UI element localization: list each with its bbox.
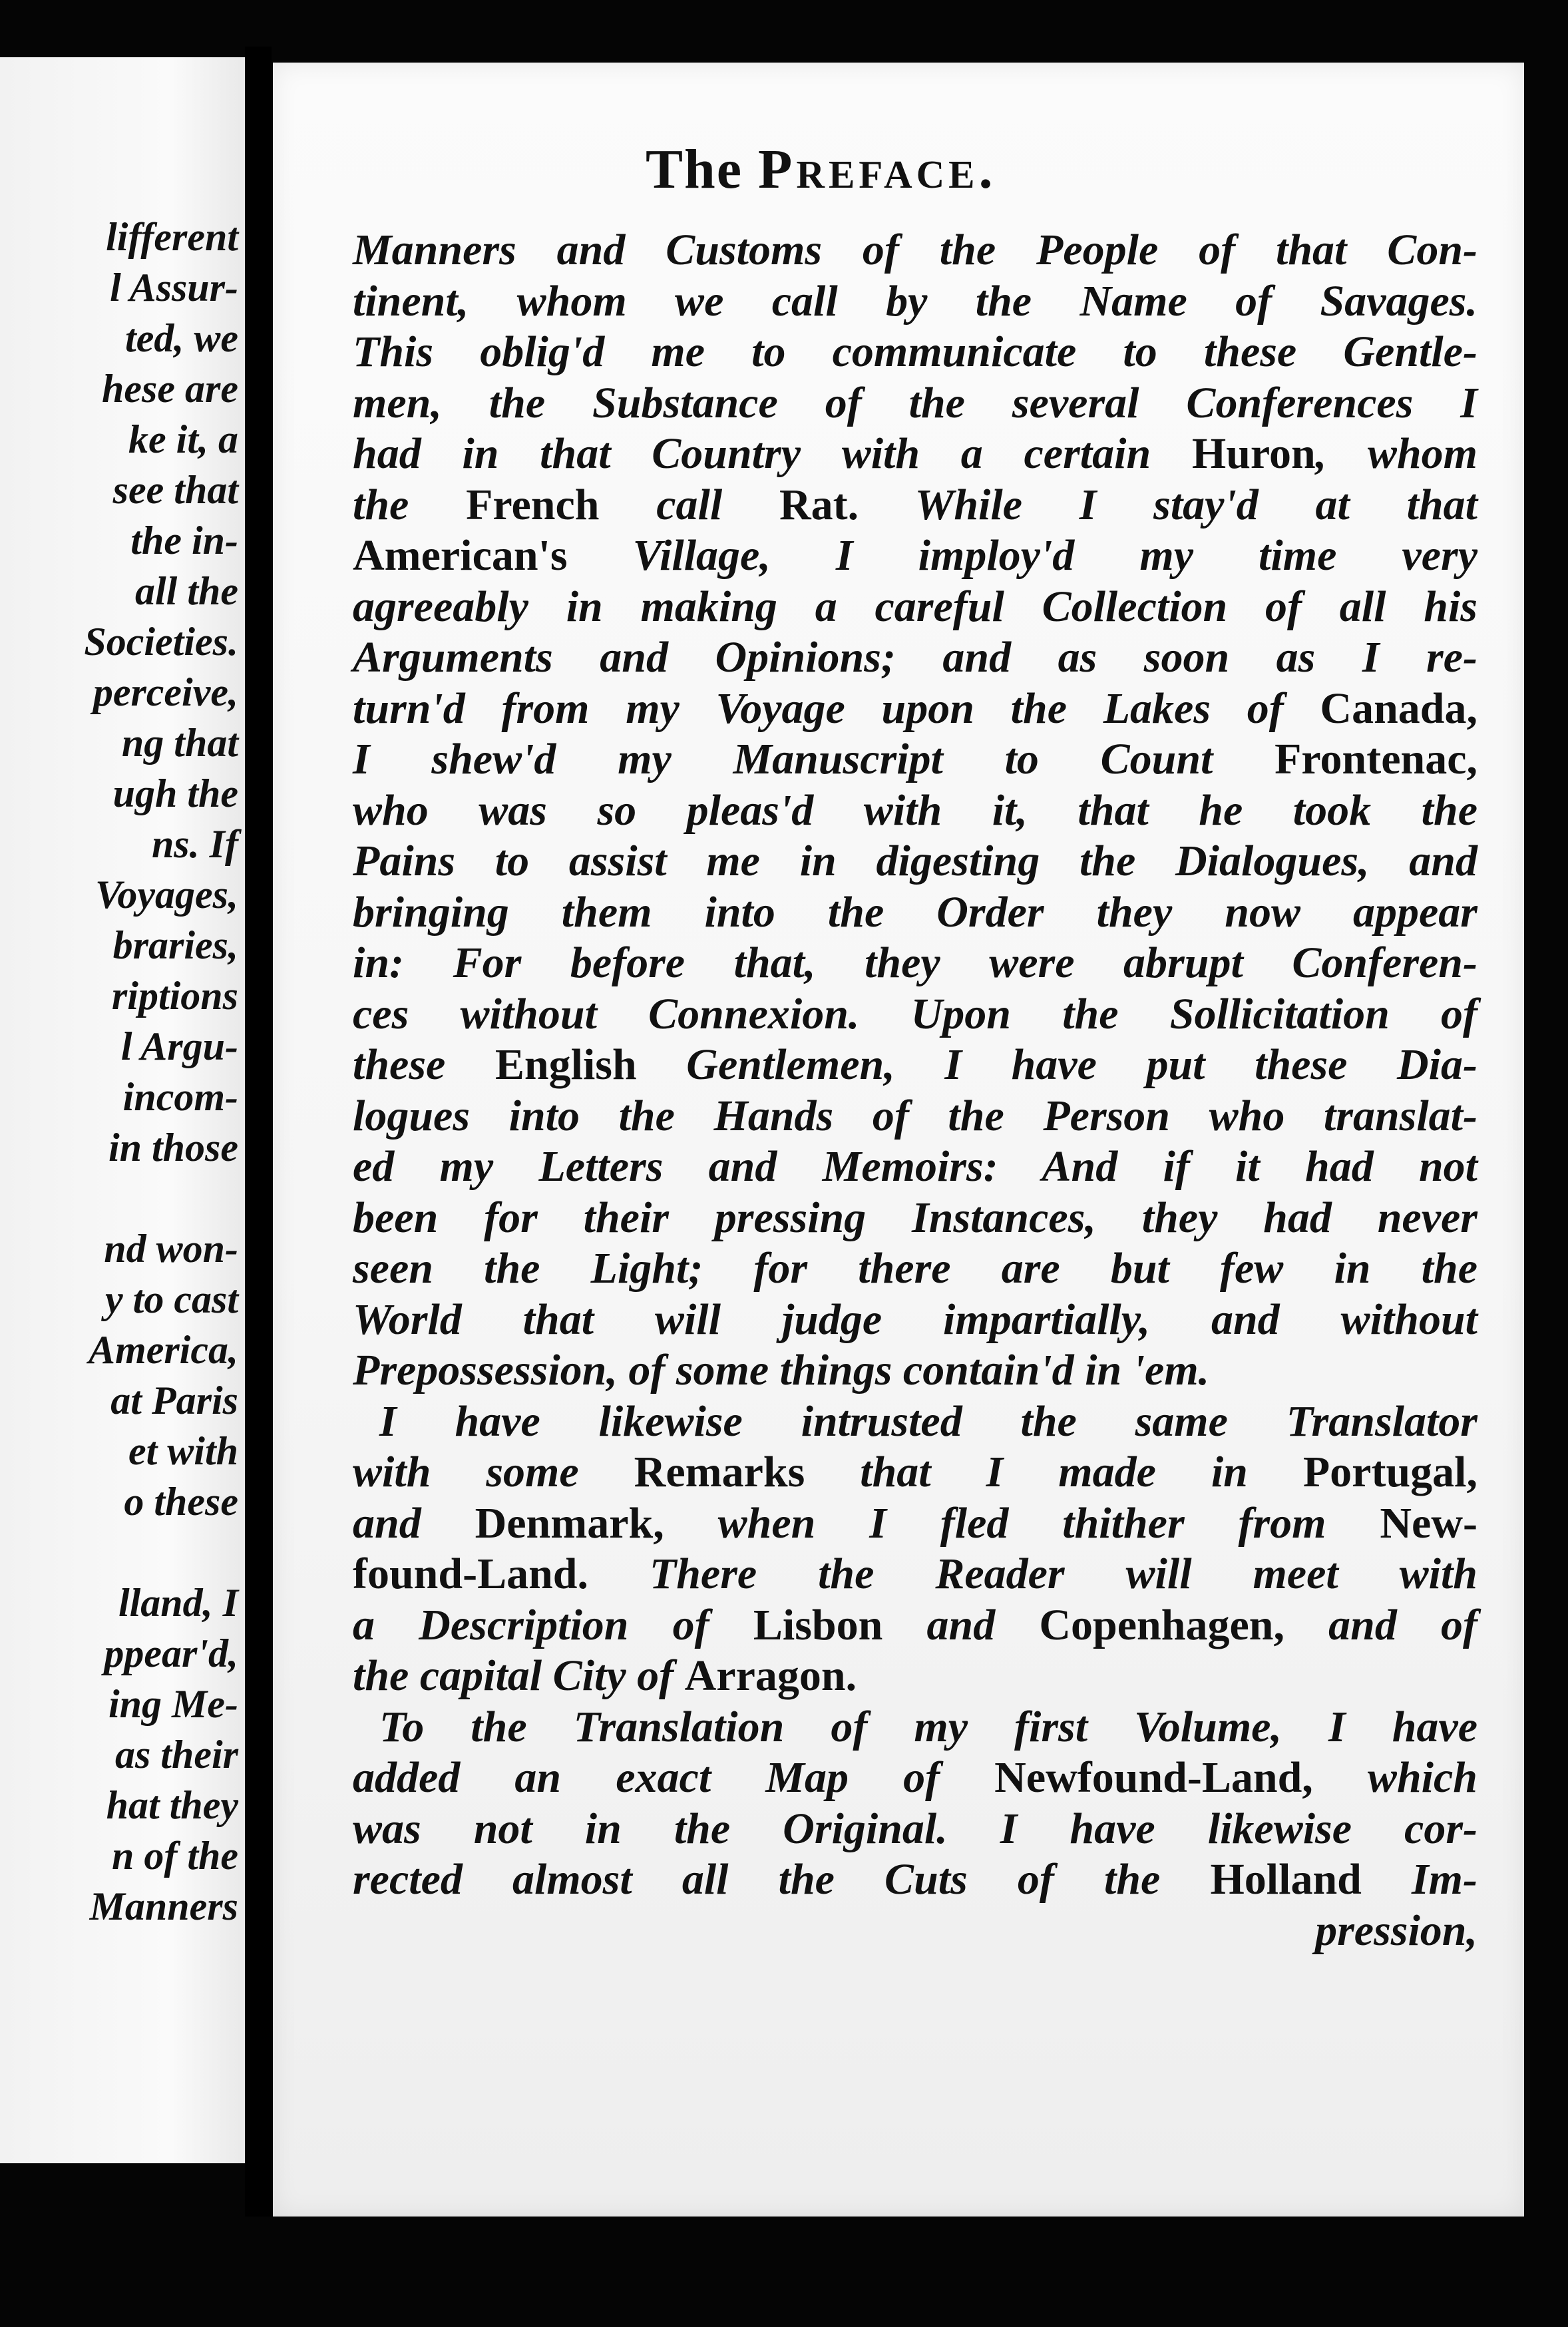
italic-text-run: the bbox=[353, 480, 467, 529]
italic-text-run: , whom bbox=[1315, 429, 1477, 478]
left-page-line: lland, I bbox=[118, 1581, 238, 1625]
running-head-the: The bbox=[646, 138, 743, 200]
left-page-line: nd won- bbox=[104, 1227, 238, 1271]
roman-text-run: Copenhagen, bbox=[1039, 1600, 1284, 1649]
italic-text-run: seen the Light; for there are but few in the bbox=[353, 1244, 1477, 1293]
left-page-line: n of the bbox=[111, 1834, 238, 1878]
left-page-text bbox=[84, 212, 238, 1932]
roman-text-run: Rat. bbox=[779, 480, 859, 529]
roman-text-run: Arragon. bbox=[684, 1651, 857, 1700]
left-page-line: Societies. bbox=[84, 620, 238, 664]
left-page-line: ppear'd, bbox=[104, 1631, 238, 1675]
left-page-line: hat they bbox=[106, 1783, 238, 1827]
italic-text-run: was not in the Original. I have likewise cor- bbox=[353, 1804, 1477, 1853]
body-line bbox=[353, 836, 1477, 887]
body-line bbox=[353, 480, 1477, 531]
left-page-line: riptions bbox=[111, 974, 238, 1018]
body-line bbox=[353, 734, 1477, 785]
roman-text-run: Denmark, bbox=[475, 1498, 664, 1548]
left-page-line: in those bbox=[108, 1126, 238, 1169]
body-line bbox=[353, 1600, 1477, 1651]
body-line bbox=[353, 1854, 1477, 1906]
body-line bbox=[353, 1295, 1477, 1346]
roman-text-run: Remarks bbox=[634, 1448, 805, 1496]
italic-text-run: Pains to assist me in digesting the Dialogues, and bbox=[353, 837, 1477, 885]
body-line bbox=[353, 785, 1477, 837]
body-line bbox=[353, 1091, 1477, 1142]
running-head-preface: Preface. bbox=[758, 138, 997, 200]
preface-body bbox=[353, 225, 1477, 1956]
left-page-line: Manners bbox=[89, 1884, 238, 1928]
italic-text-run: turn'd from my Voyage upon the Lakes of bbox=[353, 684, 1320, 733]
italic-text-run: logues into the Hands of the Person who translat- bbox=[353, 1091, 1477, 1140]
body-line bbox=[353, 1193, 1477, 1244]
italic-text-run: with some bbox=[353, 1448, 634, 1496]
body-line bbox=[353, 1447, 1477, 1498]
body-line bbox=[353, 1142, 1477, 1193]
left-page-line: the in- bbox=[130, 519, 238, 562]
italic-text-run: Arguments and Opinions; and as soon as I re- bbox=[353, 633, 1477, 682]
italic-text-run: ces without Connexion. Upon the Sollicitation of bbox=[353, 989, 1477, 1038]
roman-text-run: Canada, bbox=[1320, 684, 1477, 733]
roman-text-run: New- bbox=[1380, 1498, 1477, 1548]
italic-text-run: World that will judge impartially, and without bbox=[353, 1295, 1477, 1344]
italic-text-run: and bbox=[882, 1600, 1040, 1649]
left-page-line: ns. If bbox=[151, 822, 238, 866]
italic-text-run: the capital City of bbox=[353, 1651, 685, 1700]
left-page-line: ng that bbox=[121, 721, 238, 765]
roman-text-run: Lisbon bbox=[753, 1600, 883, 1649]
body-line bbox=[353, 1040, 1477, 1091]
body-line bbox=[353, 429, 1477, 480]
body-line bbox=[353, 632, 1477, 684]
italic-text-run: While I stay'd at that bbox=[859, 480, 1477, 529]
left-page-line: as their bbox=[114, 1733, 238, 1777]
italic-text-run: Im- bbox=[1361, 1855, 1477, 1904]
left-page-line: l Argu- bbox=[120, 1024, 238, 1068]
italic-text-run: in: For before that, they were abrupt Conferen- bbox=[353, 939, 1477, 987]
italic-text-run: tinent, whom we call by the Name of Savages. bbox=[353, 276, 1477, 325]
body-line bbox=[353, 225, 1477, 276]
italic-text-run: agreeably in making a careful Collection of all his bbox=[353, 582, 1477, 631]
roman-text-run: Frontenac, bbox=[1274, 735, 1477, 783]
body-line bbox=[353, 938, 1477, 989]
left-page-line: at Paris bbox=[110, 1378, 238, 1422]
running-head bbox=[646, 137, 1444, 202]
body-line bbox=[353, 1804, 1477, 1855]
italic-text-run: which bbox=[1312, 1753, 1477, 1802]
body-line bbox=[353, 530, 1477, 582]
body-line bbox=[353, 582, 1477, 633]
left-page-line: Voyages, bbox=[95, 873, 238, 917]
italic-text-run: ed my Letters and Memoirs: And if it had not bbox=[353, 1142, 1477, 1191]
italic-text-run: that I made in bbox=[805, 1448, 1303, 1496]
italic-text-run: when I fled thither from bbox=[664, 1498, 1380, 1548]
roman-text-run: English bbox=[494, 1040, 637, 1089]
italic-text-run: call bbox=[599, 480, 779, 529]
italic-text-run: Gentlemen, I have put these Dia- bbox=[636, 1040, 1477, 1089]
roman-text-run: Holland bbox=[1210, 1855, 1362, 1904]
italic-text-run: a Description of bbox=[353, 1600, 753, 1649]
roman-text-run: French bbox=[466, 480, 600, 529]
body-line bbox=[353, 1906, 1477, 1957]
italic-text-run: I shew'd my Manuscript to Count bbox=[353, 735, 1275, 783]
left-page-line: ing Me- bbox=[108, 1682, 238, 1726]
italic-text-run: rected almost all the Cuts of the bbox=[353, 1855, 1211, 1904]
italic-text-run: had in that Country with a certain bbox=[353, 429, 1192, 478]
left-page-gap bbox=[84, 1527, 238, 1578]
left-page-line: all the bbox=[134, 569, 238, 613]
body-line bbox=[353, 327, 1477, 378]
italic-text-run: who was so pleas'd with it, that he took the bbox=[353, 785, 1477, 835]
roman-text-run: Newfound-Land, bbox=[994, 1753, 1313, 1802]
body-line bbox=[353, 276, 1477, 327]
body-line bbox=[353, 1651, 1477, 1702]
roman-text-run: American's bbox=[353, 531, 568, 580]
left-page-line: l Assur- bbox=[110, 266, 238, 310]
italic-text-run: and bbox=[353, 1498, 475, 1548]
italic-text-run: these bbox=[353, 1040, 495, 1089]
italic-text-run: pression, bbox=[1315, 1906, 1477, 1955]
left-page-line: o these bbox=[124, 1480, 238, 1524]
left-page-line: y to cast bbox=[105, 1277, 238, 1321]
body-line bbox=[353, 1753, 1477, 1804]
italic-text-run: been for their pressing Instances, they had never bbox=[353, 1193, 1477, 1242]
body-line bbox=[353, 1396, 1477, 1448]
roman-text-run: found-Land. bbox=[353, 1550, 589, 1598]
left-page-gap bbox=[84, 1173, 238, 1223]
body-line bbox=[353, 378, 1477, 429]
body-line bbox=[353, 887, 1477, 939]
body-line bbox=[353, 684, 1477, 735]
left-page-line: incom- bbox=[122, 1075, 238, 1119]
left-page-line: braries, bbox=[112, 923, 238, 967]
body-line bbox=[353, 1549, 1477, 1600]
left-page-line: lifferent bbox=[106, 215, 238, 259]
italic-text-run: men, the Substance of the several Conferences I bbox=[353, 378, 1477, 427]
left-page-line: see that bbox=[112, 468, 238, 512]
right-page bbox=[273, 63, 1524, 2217]
book-gutter bbox=[245, 47, 272, 2217]
italic-text-run: There the Reader will meet with bbox=[588, 1550, 1477, 1598]
italic-text-run: To the Translation of my first Volume, I have bbox=[379, 1702, 1477, 1751]
left-page-fragment bbox=[0, 57, 245, 2163]
left-page-line: America, bbox=[89, 1328, 238, 1372]
roman-text-run: Portugal, bbox=[1302, 1448, 1477, 1496]
italic-text-run: Manners and Customs of the People of that Con- bbox=[353, 226, 1477, 274]
left-page-line: hese are bbox=[102, 367, 238, 411]
left-page-line: perceive, bbox=[93, 670, 238, 714]
body-line bbox=[353, 1243, 1477, 1295]
italic-text-run: and of bbox=[1284, 1600, 1477, 1649]
italic-text-run: bringing them into the Order they now appear bbox=[353, 887, 1477, 937]
roman-text-run: Huron bbox=[1191, 429, 1316, 478]
italic-text-run: Prepossession, of some things contain'd in 'em. bbox=[353, 1346, 1210, 1394]
italic-text-run: This oblig'd me to communicate to these Gentle- bbox=[353, 327, 1477, 376]
left-page-line: et with bbox=[128, 1429, 238, 1473]
italic-text-run: Village, I imploy'd my time very bbox=[567, 531, 1477, 580]
body-line bbox=[353, 1702, 1477, 1753]
left-page-line: ted, we bbox=[125, 316, 238, 360]
body-line bbox=[353, 989, 1477, 1040]
italic-text-run: I have likewise intrusted the same Translator bbox=[379, 1396, 1477, 1446]
body-line bbox=[353, 1345, 1477, 1396]
left-page-line: ugh the bbox=[112, 771, 238, 815]
left-page-line: ke it, a bbox=[128, 417, 238, 461]
body-line bbox=[353, 1498, 1477, 1550]
italic-text-run: added an exact Map of bbox=[353, 1753, 995, 1802]
